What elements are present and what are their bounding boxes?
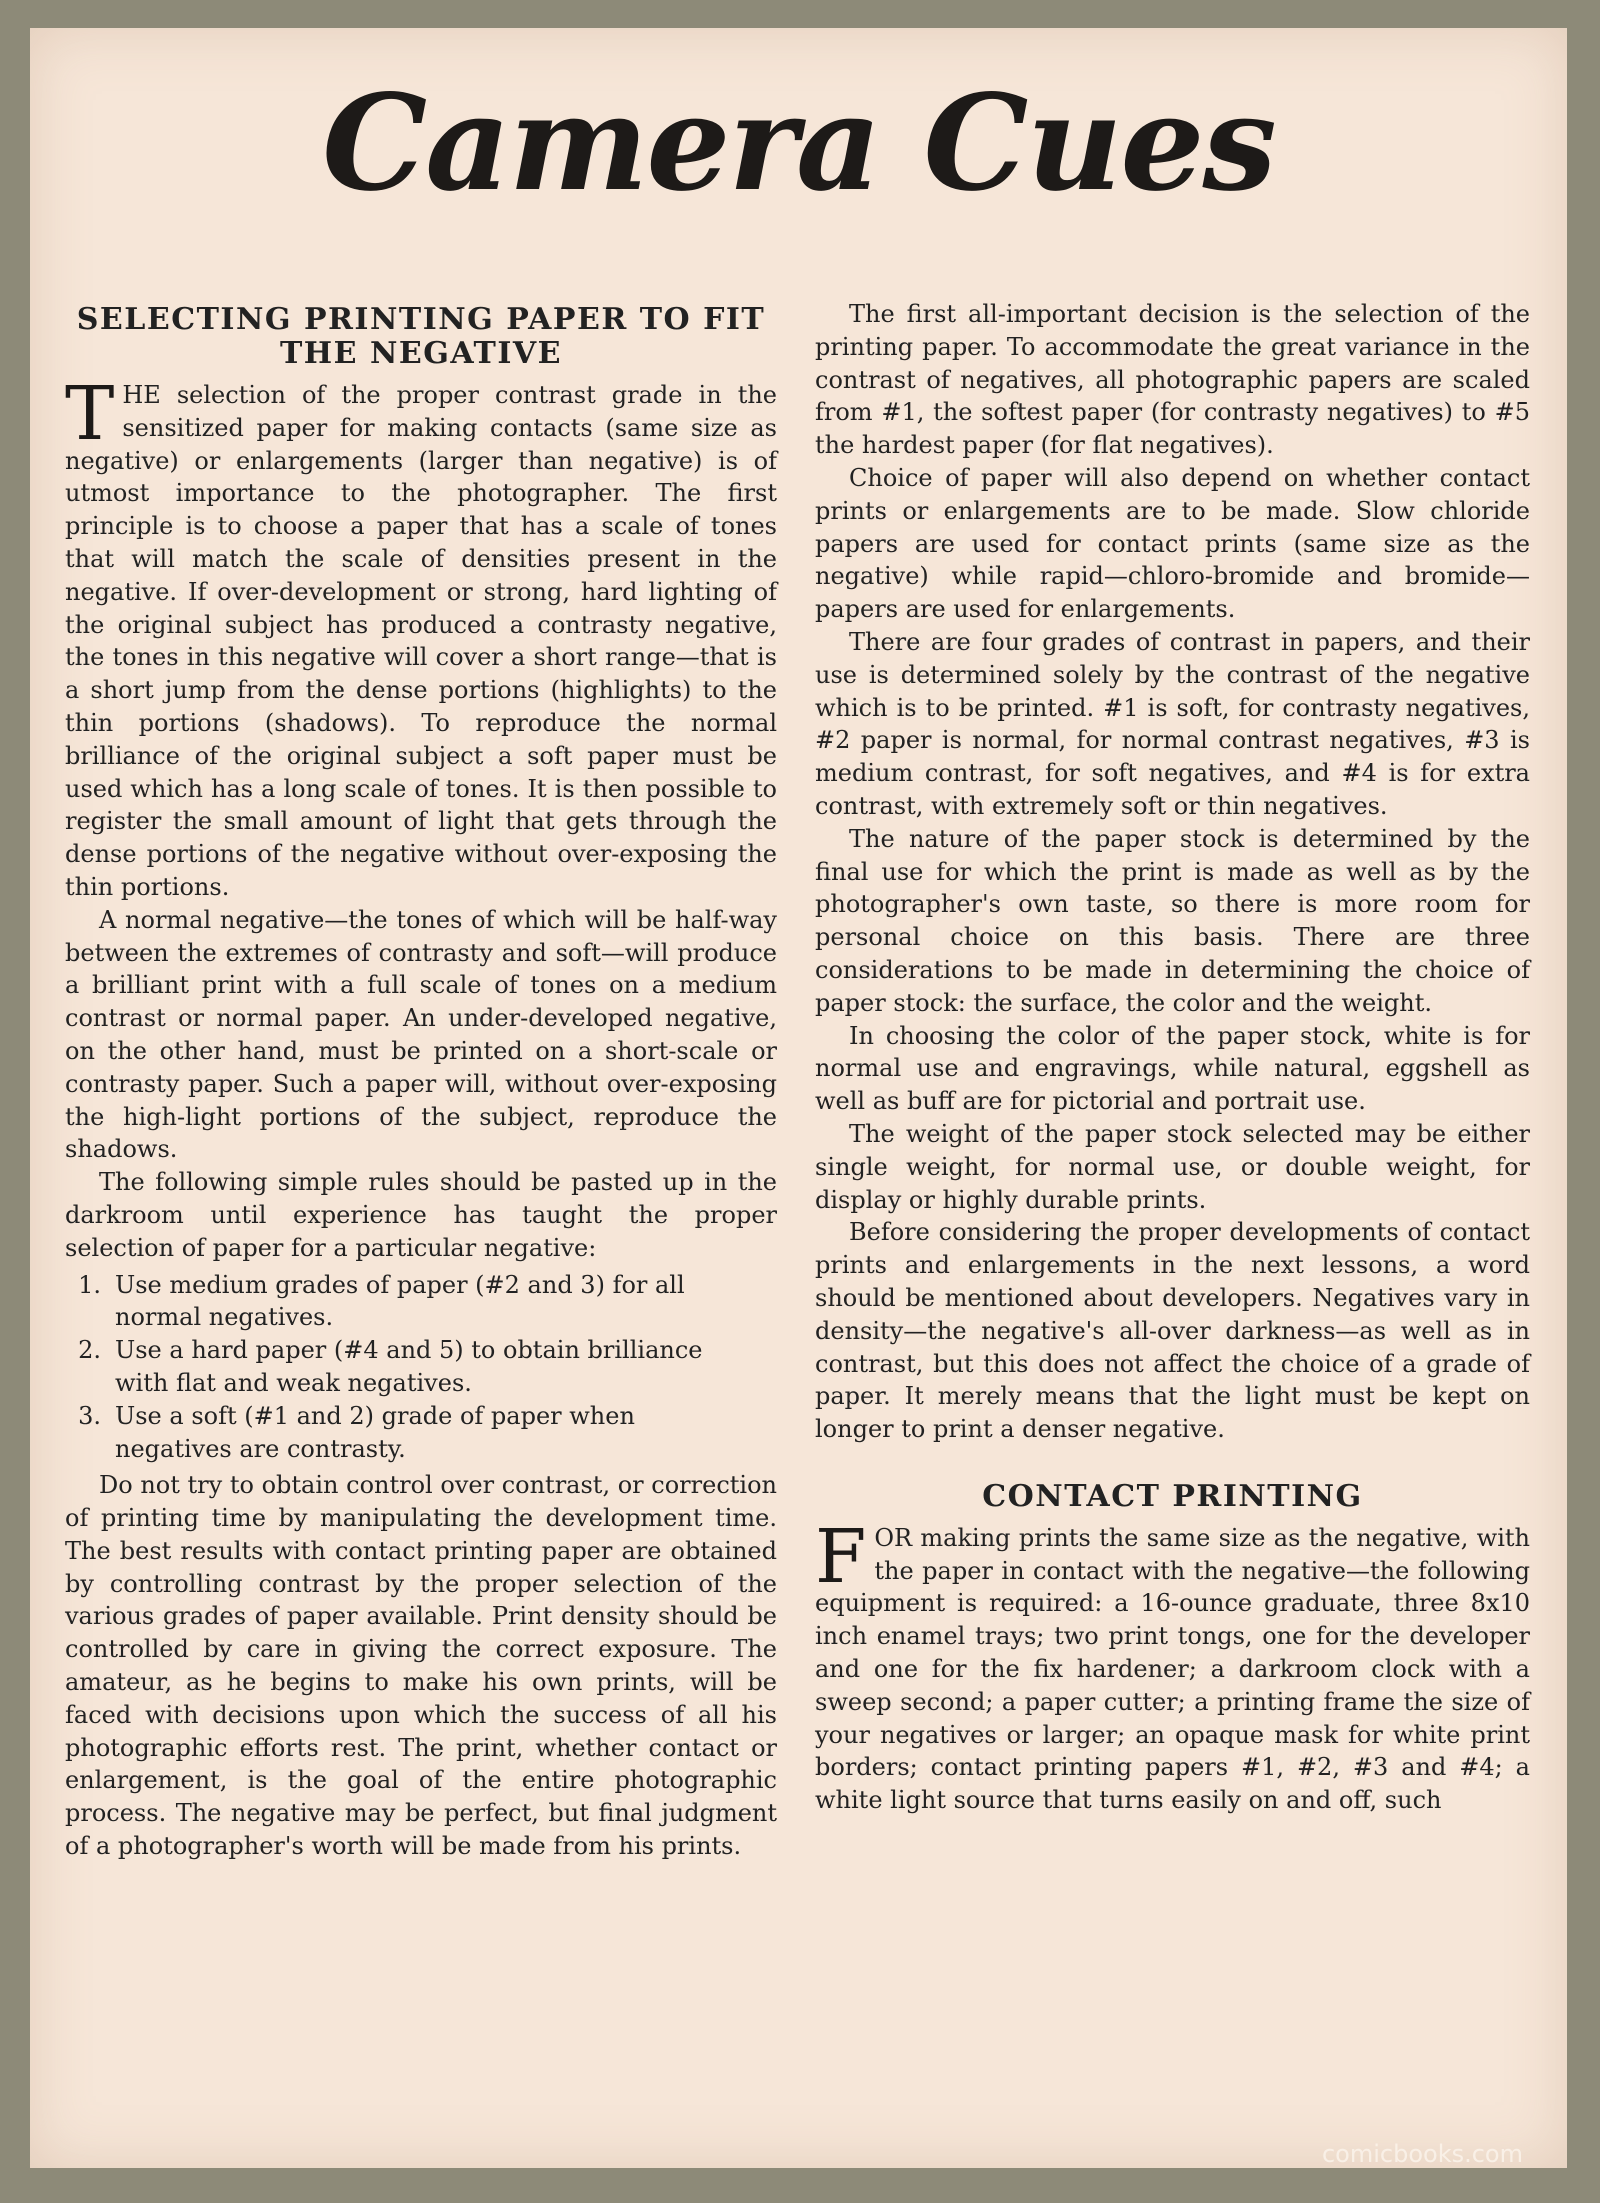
list-number: 1.: [78, 1270, 101, 1299]
list-text: Use a soft (#1 and 2) grade of paper when negatives are contrasty.: [115, 1401, 635, 1463]
left-column: [65, 303, 777, 1863]
right-column: [815, 298, 1530, 1817]
list-item: [65, 1334, 777, 1400]
magazine-page: [30, 28, 1567, 2168]
intro-text: HE selection of the proper contrast grade in the sensitized paper for making contacts (same size as negative) or enlargements (larger than negative) is of utmost importance to the photographer. The first principle is to choose a paper that has a scale of tones that will match the scale of densities present in the negative. If over-development or strong, hard lighting of the original subject has produced a contrasty negative, the tones in this negative will cover a short range—that is a short jump from the dense portions (highlights) to the thin portions (shadows). To reproduce the normal brilliance of the original subject a soft paper must be used which has a long scale of tones. It is then possible to register the small amount of light that gets through the dense portions of the negative without over-exposing the thin portions.: [65, 381, 777, 901]
site-watermark: comicbooks.com: [1321, 2140, 1523, 2168]
paragraph: The nature of the paper stock is determined by the final use for which the print is made as well as by the photographer's own taste, so there is more room for personal choice on this basis. There are three considerations to be made in determining the choice of paper stock: the surface, the color and the weight.: [815, 824, 1530, 1017]
list-number: 3.: [78, 1401, 101, 1430]
page-title: Camera Cues: [322, 66, 1275, 221]
list-text: Use a hard paper (#4 and 5) to obtain brilliance with flat and weak negatives.: [115, 1336, 703, 1397]
paragraph: A normal negative—the tones of which will be half-way between the extremes of contrasty and soft—will produce a brilliant print with a full scale of tones on a medium contrast or normal paper. An under-developed negative, on the other hand, must be printed on a short-scale or contrasty paper. Such a paper will, without over-exposing the high-light portions of the subject, reproduce the shadows.: [65, 905, 777, 1164]
paragraph: Before considering the proper developments of contact prints and enlargements in the next lessons, a word should be mentioned about developers. Negatives vary in density—the negative's all-over darkness—as well as in contrast, but this does not affect the choice of a grade of paper. It merely means that the light must be kept on longer to print a denser negative.: [815, 1218, 1530, 1444]
drop-cap: F: [815, 1513, 867, 1600]
paragraph: The weight of the paper stock selected may be either single weight, for normal use, or double weight, for display or highly durable prints.: [815, 1119, 1530, 1214]
section-heading-contact-printing: CONTACT PRINTING: [982, 1478, 1363, 1514]
contact-printing-paragraph: [815, 1513, 1530, 1817]
contact-printing-text: OR making prints the same size as the negative, with the paper in contact with the negative—the following equipment is required: a 16-ounce graduate, three 8x10 inch enamel trays; two print tongs, one for the developer and one for the fix hardener; a darkroom clock with a sweep second; a paper cutter; a printing frame the size of your negatives or larger; an opaque mask for white print borders; contact printing papers #1, #2, #3 and #4; a white light source that turns easily on and off, such: [815, 1523, 1530, 1815]
intro-paragraph: [65, 371, 777, 904]
drop-cap: T: [65, 371, 115, 457]
list-item: [65, 1269, 777, 1335]
list-item: [65, 1400, 777, 1466]
paragraph: The first all-important decision is the selection of the printing paper. To accommodate the great variance in the contrast of negatives, all photographic papers are scaled from #1, the softest paper (for contrasty negatives) to #5 the hardest paper (for flat negatives).: [815, 300, 1530, 460]
paragraph: In choosing the color of the paper stock, white is for normal use and engravings, while natural, eggshell as well as buff are for pictorial and portrait use.: [815, 1021, 1530, 1116]
list-text: Use medium grades of paper (#2 and 3) for all normal negatives.: [115, 1270, 685, 1332]
paragraph: Choice of paper will also depend on whether contact prints or enlargements are to be made. Slow chloride papers are used for contact prints (same size as the negative) while rapid—chloro-bromide and bromide—papers are used for enlargements.: [815, 463, 1530, 624]
paragraph: Do not try to obtain control over contrast, or correction of printing time by manipulating the development time. The best results with contact printing paper are obtained by controlling contrast by the proper selection of the various grades of paper available. Print density should be controlled by care in giving the correct exposure. The amateur, as he begins to make his own prints, will be faced with decisions upon which the success of all his photographic efforts rest. The print, whether contact or enlargement, is the goal of the entire photographic process. The negative may be perfect, but final judgment of a photographer's worth will be made from his prints.: [65, 1471, 777, 1861]
section-heading-selecting-paper: SELECTING PRINTING PAPER TO FIT THE NEGATIVE: [76, 302, 766, 371]
paragraph: There are four grades of contrast in papers, and their use is determined solely by the contrast of the negative which is to be printed. #1 is soft, for contrasty negatives, #2 paper is normal, for normal contrast negatives, #3 is medium contrast, for soft negatives, and #4 is for extra contrast, with extremely soft or thin negatives.: [815, 627, 1530, 820]
paragraph: The following simple rules should be pasted up in the darkroom until experience has taught the proper selection of paper for a particular negative:: [65, 1168, 777, 1262]
list-number: 2.: [78, 1336, 101, 1365]
rules-list: [65, 1269, 777, 1466]
